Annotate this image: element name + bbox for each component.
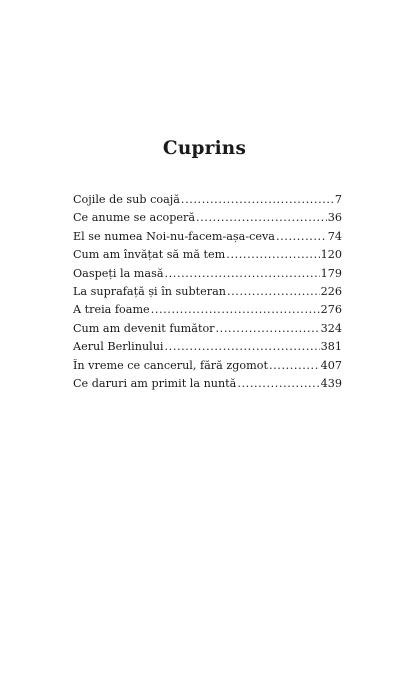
toc-entry-page: 36 — [327, 211, 342, 225]
dot-leader — [269, 359, 320, 372]
toc-entry-page: 179 — [320, 266, 342, 280]
toc-entry — [73, 230, 342, 248]
table-of-contents — [73, 193, 342, 395]
toc-entry-page: 324 — [320, 321, 342, 335]
page-title: Cuprins — [162, 138, 247, 159]
toc-entry-title: El se numea Noi-nu-facem-așa-ceva — [73, 229, 275, 243]
toc-entry-page: 439 — [320, 376, 342, 390]
toc-entry-title: În vreme ce cancerul, fără zgomot — [73, 358, 268, 372]
toc-entry — [73, 322, 342, 340]
dot-leader — [165, 267, 320, 280]
toc-entry-page: 226 — [320, 284, 342, 298]
toc-entry-title: Cum am învățat să mă tem — [73, 248, 226, 262]
toc-entry-title: Cum am devenit fumător — [73, 321, 215, 335]
toc-entry-title: A treia foame — [73, 303, 150, 317]
toc-entry — [73, 248, 342, 266]
toc-entry — [73, 303, 342, 321]
toc-entry-title: Ce daruri am primit la nuntă — [73, 376, 237, 390]
toc-entry — [73, 359, 342, 377]
dot-leader — [226, 248, 319, 261]
dot-leader — [196, 211, 327, 224]
toc-entry-title: Aerul Berlinului — [73, 340, 164, 354]
toc-entry-page: 120 — [320, 248, 342, 262]
dot-leader — [151, 303, 320, 316]
toc-entry — [73, 211, 342, 229]
dot-leader — [237, 377, 319, 390]
toc-entry — [73, 340, 342, 358]
toc-entry — [73, 267, 342, 285]
toc-entry-title: Cojile de sub coajă — [73, 193, 180, 206]
toc-entry-page: 74 — [327, 229, 342, 243]
toc-entry-page: 7 — [334, 193, 342, 206]
toc-entry — [73, 285, 342, 303]
toc-entry-page: 381 — [320, 340, 342, 354]
toc-entry-page: 276 — [320, 303, 342, 317]
dot-leader — [165, 340, 320, 353]
dot-leader — [216, 322, 320, 335]
toc-entry-title: Oaspeți la masă — [73, 266, 164, 280]
toc-entry-title: Ce anume se acoperă — [73, 211, 195, 225]
toc-entry — [73, 193, 342, 211]
toc-entry — [73, 377, 342, 395]
dot-leader — [276, 230, 327, 243]
dot-leader — [181, 193, 334, 206]
toc-entry-title: La suprafață și în subteran — [73, 284, 226, 298]
dot-leader — [227, 285, 320, 298]
toc-entry-page: 407 — [320, 358, 342, 372]
